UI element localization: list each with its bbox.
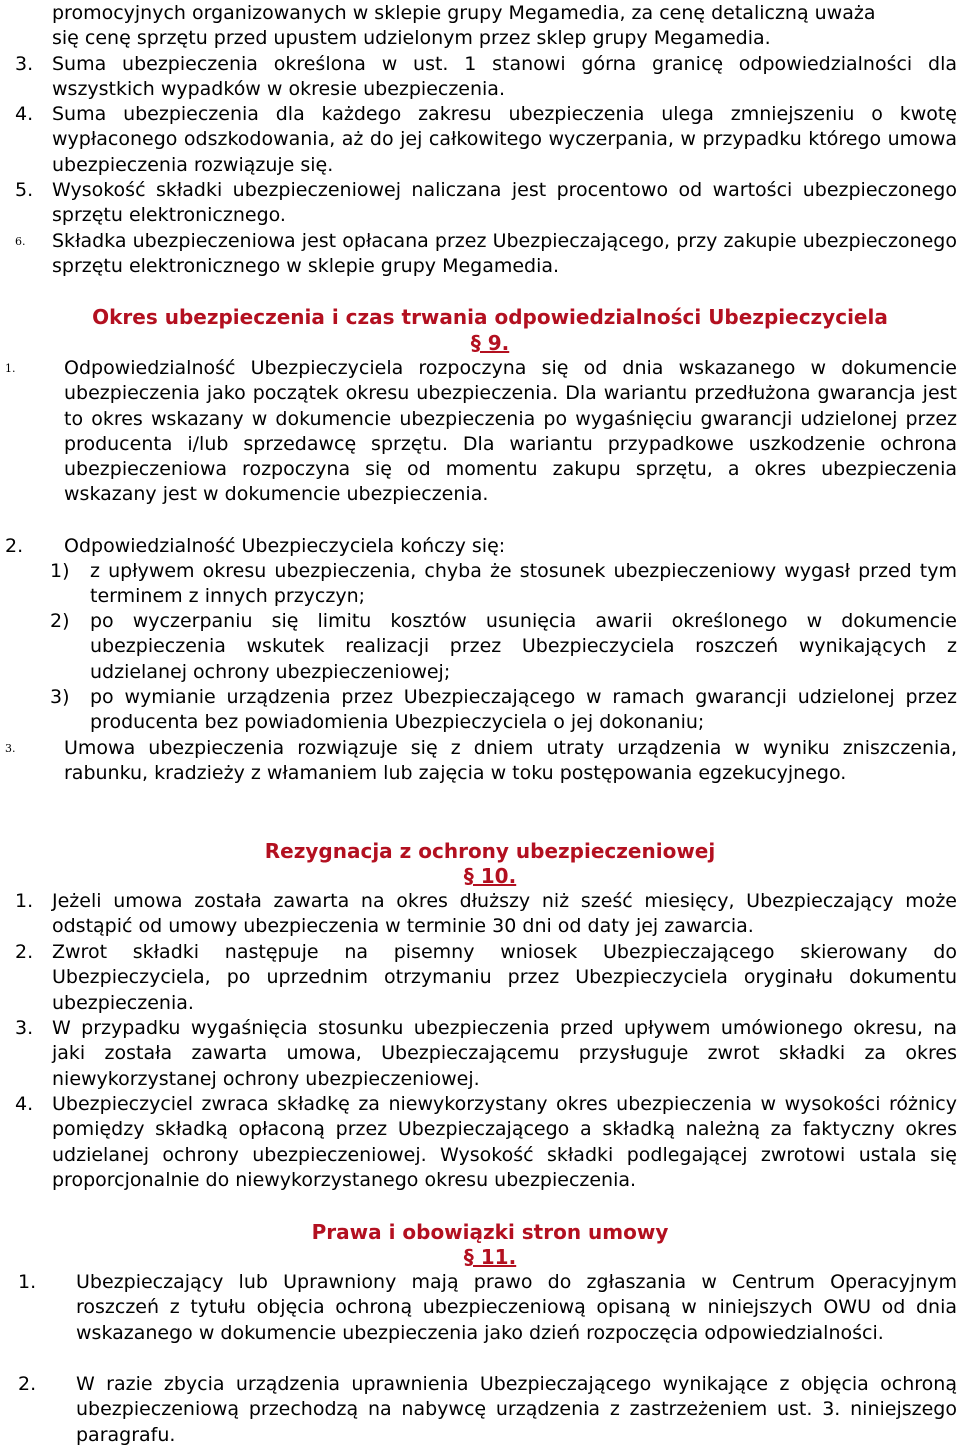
item-text: Zwrot składki następuje na pisemny wniosek Ubezpieczającego skierowany do Ubezpieczyciela, po uprzednim otrzymaniu przez Ubezpieczyciela oryginału dokumentu ubezpieczenia. (52, 941, 957, 1014)
text-line: się cenę sprzętu przed upustem udzielonym przez sklep grupy Megamedia. (52, 27, 771, 50)
sub-item-number: 2) (50, 610, 70, 632)
text-line: promocyjnych organizowanych w sklepie grupy Megamedia, za cenę detaliczną uważa (52, 2, 876, 24)
list-item (15, 178, 957, 229)
list-item (15, 229, 957, 280)
item-text: Odpowiedzialność Ubezpieczyciela rozpoczyna się od dnia wskazanego w dokumencie ubezpieczenia jako początek okresu ubezpieczenia. Dla wariantu przedłużona gwarancja jest to okres wskazany w dokumencie ubezpieczenia po wygaśnięciu gwarancji udzielonej przez producenta i/lub sprzedawcę sprzętu. Dla wariantu przypadkowe uszkodzenie ochrona ubezpieczeniowa rozpoczyna się od momentu zakupu sprzętu, a okres ubezpieczenia wskazany jest w dokumencie ubezpieczenia. (64, 357, 957, 506)
sub-list-item (50, 559, 957, 610)
paragraph-number (40, 331, 940, 356)
list-item (5, 534, 957, 559)
item-text: Jeżeli umowa została zawarta na okres dłuższy niż sześć miesięcy, Ubezpieczający może odstąpić od umowy ubezpieczenia w terminie 30 dni od daty jej zawarcia. (52, 890, 957, 938)
item-text: Wysokość składki ubezpieczeniowej naliczana jest procentowo od wartości ubezpieczonego sprzętu elektronicznego. (52, 179, 957, 227)
list-item (5, 356, 957, 508)
sub-list-item (50, 685, 957, 736)
list-item (18, 1270, 957, 1346)
item-text: Suma ubezpieczenia dla każdego zakresu ubezpieczenia ulega zmniejszeniu o kwotę wypłaconego odszkodowania, aż do jej całkowitego wyczerpania, w przypadku którego umowa ubezpieczenia rozwiązuje się. (52, 103, 957, 176)
item-text: Ubezpieczyciel zwraca składkę za niewykorzystany okres ubezpieczenia w wysokości różnicy pomiędzy składką opłaconą przez Ubezpieczającego a składką należną za faktyczny okres udzielanej ochrony ubezpieczeniowej. Wysokość składki podlegającej zwrotowi ustala się proporcjonalnie do niewykorzystanego okresu ubezpieczenia. (52, 1093, 957, 1191)
paragraph-number (40, 864, 940, 889)
list-item (15, 889, 957, 940)
item-number: 3. (15, 1017, 34, 1039)
list-item (15, 52, 957, 103)
sub-item-text: z upływem okresu ubezpieczenia, chyba że stosunek ubezpieczeniowy wygasł przed tym terminem z innych przyczyn; (90, 560, 957, 608)
list-item (18, 1372, 957, 1448)
paragraph-symbol: § 11. (463, 1245, 517, 1269)
item-number: 1. (18, 1271, 37, 1293)
sub-item-text: po wyczerpaniu się limitu kosztów usunięcia awarii określonego w dokumencie ubezpieczenia wskutek realizacji przez Ubezpieczyciela roszczeń wynikających z udzielanej ochrony ubezpieczeniowej; (90, 610, 957, 683)
sub-list-item (50, 609, 957, 685)
item-number: 4. (15, 103, 34, 125)
item-text: Umowa ubezpieczenia rozwiązuje się z dniem utraty urządzenia w wyniku zniszczenia, rabunku, kradzieży z włamaniem lub zajęcia w toku postępowania egzekucyjnego. (64, 737, 957, 785)
list-item (15, 1016, 957, 1092)
item-number: 2. (5, 535, 24, 557)
item-number: 4. (15, 1093, 34, 1115)
item-number: 6. (15, 235, 26, 248)
paragraph-symbol: § 10. (463, 864, 517, 888)
item-text: W razie zbycia urządzenia uprawnienia Ubezpieczającego wynikające z objęcia ochroną ubezpieczeniową przechodzą na nabywcę urządzenia z zastrzeżeniem ust. 3. niniejszego paragrafu. (76, 1373, 957, 1446)
item-number: 2. (18, 1373, 37, 1395)
item-text: Suma ubezpieczenia określona w ust. 1 stanowi górna granicę odpowiedzialności dla wszystkich wypadków w okresie ubezpieczenia. (52, 53, 957, 101)
item-number: 3. (15, 53, 34, 75)
item-number: 1. (5, 362, 16, 375)
sub-item-number: 1) (50, 560, 70, 582)
section-heading: Okres ubezpieczenia i czas trwania odpowiedzialności Ubezpieczyciela (92, 305, 888, 329)
item-number: 1. (15, 890, 34, 912)
section-heading: Prawa i obowiązki stron umowy (311, 1220, 669, 1244)
section-heading: Rezygnacja z ochrony ubezpieczeniowej (264, 839, 716, 863)
item-number: 2. (15, 941, 34, 963)
list-item (15, 940, 957, 1016)
sub-item-number: 3) (50, 686, 70, 708)
list-item (15, 1092, 957, 1193)
item-text: Składka ubezpieczeniowa jest opłacana przez Ubezpieczającego, przy zakupie ubezpieczonego sprzętu elektronicznego w sklepie grupy Megamedia. (52, 230, 957, 278)
paragraph-symbol: § 9. (470, 331, 510, 355)
item-number: 3. (5, 742, 16, 755)
item-text: Odpowiedzialność Ubezpieczyciela kończy się: (64, 535, 506, 557)
list-item (15, 102, 957, 178)
sub-item-text: po wymianie urządzenia przez Ubezpieczającego w ramach gwarancji udzielonej przez producenta bez powiadomienia Ubezpieczyciela o jej dokonaniu; (90, 686, 957, 734)
item-text: Ubezpieczający lub Uprawniony mają prawo do zgłaszania w Centrum Operacyjnym roszczeń z tytułu objęcia ochroną ubezpieczeniową opisaną w niniejszych OWU od dnia wskazanego w dokumencie ubezpieczenia jako dzień rozpoczęcia odpowiedzialności. (76, 1271, 957, 1344)
item-number: 5. (15, 179, 34, 201)
list-item (5, 736, 957, 787)
lead-paragraph (52, 1, 957, 52)
item-text: W przypadku wygaśnięcia stosunku ubezpieczenia przed upływem umówionego okresu, na jaki została zawarta umowa, Ubezpieczającemu przysługuje zwrot składki za okres niewykorzystanej ochrony ubezpieczeniowej. (52, 1017, 957, 1090)
paragraph-number (40, 1245, 940, 1270)
